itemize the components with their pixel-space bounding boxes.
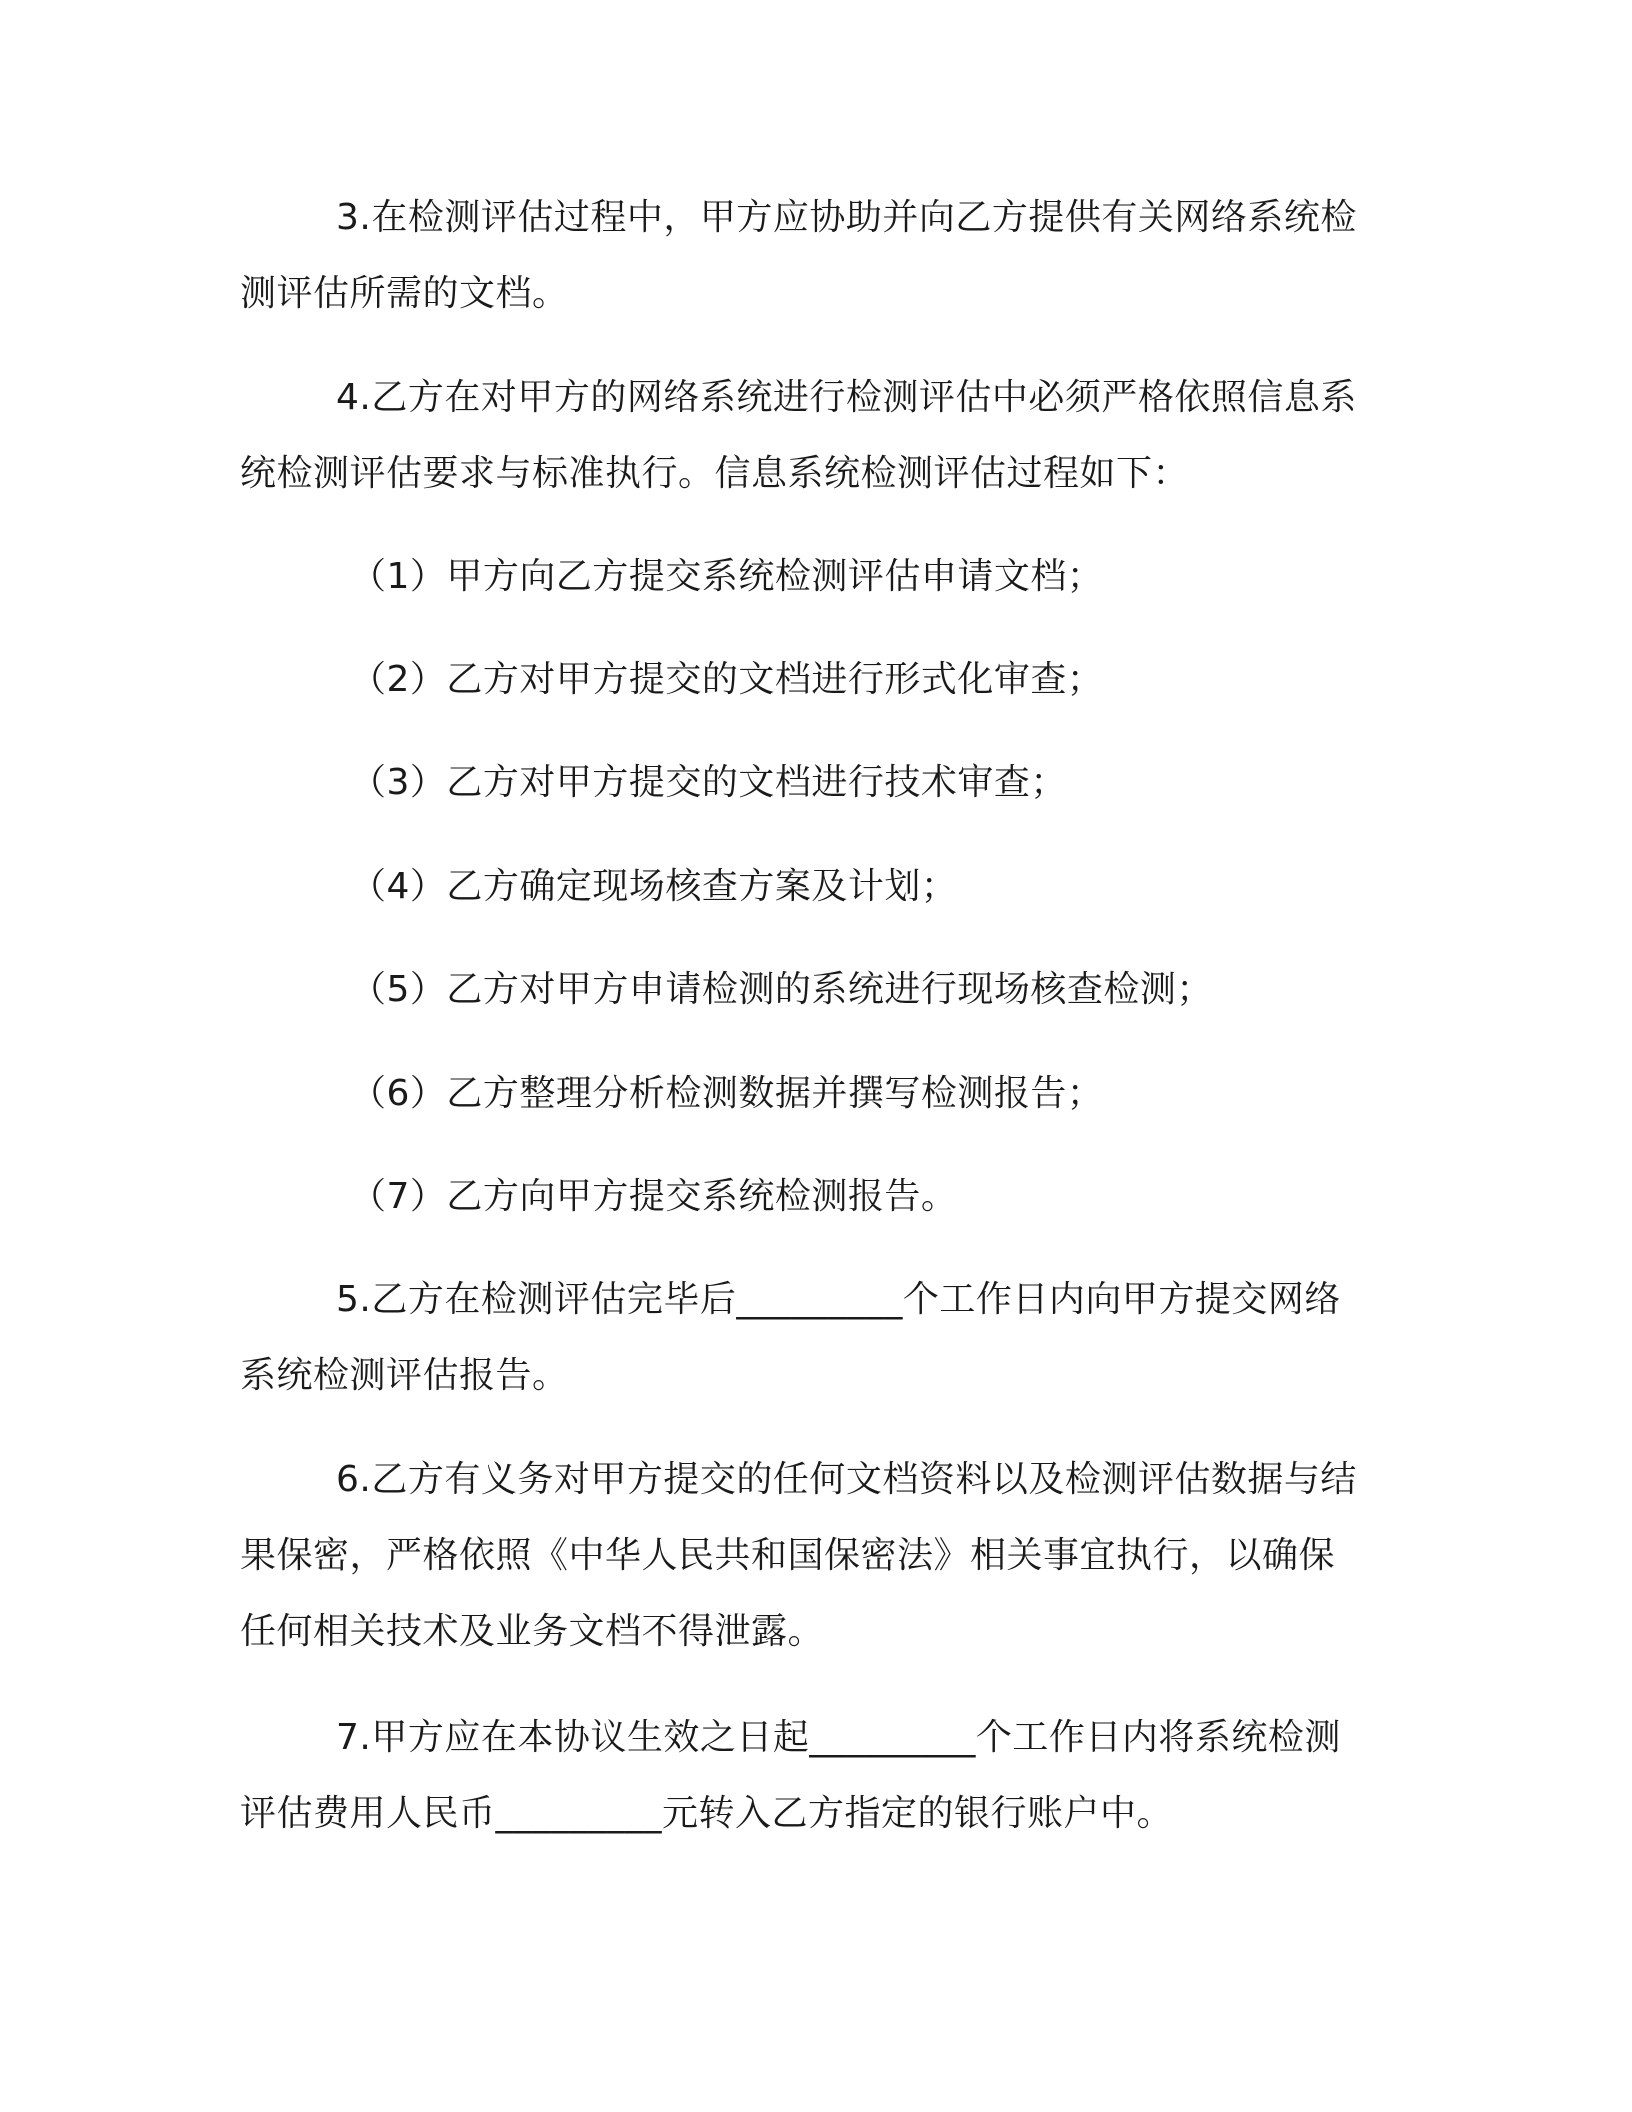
- clause-5: 5.乙方在检测评估完毕后_________个工作日内向甲方提交网络系统检测评估报告。: [240, 1279, 1341, 1396]
- step-7: （7）乙方向甲方提交系统检测报告。: [350, 1176, 958, 1217]
- step-3: （3）乙方对甲方提交的文档进行技术审查；: [350, 762, 1067, 803]
- clause-4: 4.乙方在对甲方的网络系统进行检测评估中必须严格依照信息系统检测评估要求与标准执行。信息系统检测评估过程如下：: [240, 377, 1357, 494]
- step-5: （5）乙方对甲方申请检测的系统进行现场核查检测；: [350, 969, 1213, 1010]
- step-2: （2）乙方对甲方提交的文档进行形式化审查；: [350, 659, 1104, 700]
- clause-6: 6.乙方有义务对甲方提交的任何文档资料以及检测评估数据与结果保密，严格依照《中华人民共和国保密法》相关事宜执行，以确保任何相关技术及业务文档不得泄露。: [240, 1459, 1357, 1652]
- step-4: （4）乙方确定现场核查方案及计划；: [350, 866, 958, 907]
- clause-7: 7.甲方应在本协议生效之日起_________个工作日内将系统检测评估费用人民币_________元转入乙方指定的银行账户中。: [240, 1717, 1341, 1834]
- step-1: （1）甲方向乙方提交系统检测评估申请文档；: [350, 556, 1104, 597]
- step-6: （6）乙方整理分析检测数据并撰写检测报告；: [350, 1073, 1104, 1114]
- clause-3: 3.在检测评估过程中，甲方应协助并向乙方提供有关网络系统检测评估所需的文档。: [240, 197, 1357, 314]
